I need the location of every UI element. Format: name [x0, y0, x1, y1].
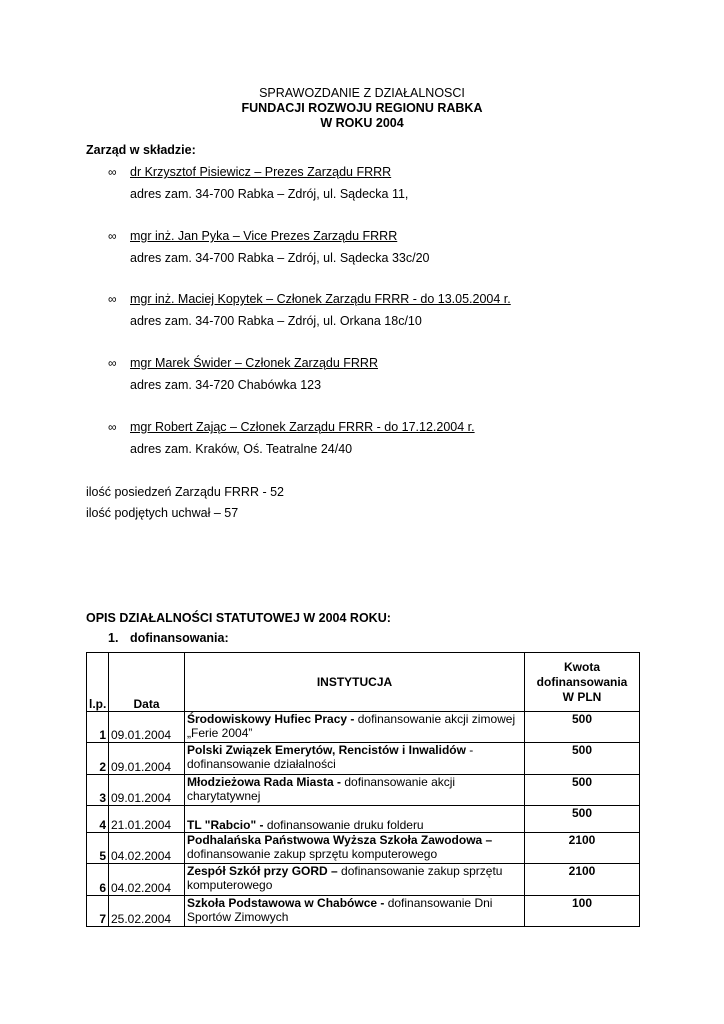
table-row: [87, 806, 640, 833]
member-address: adres zam. 34-700 Rabka – Zdrój, ul. Sądecka 33c/20: [130, 251, 430, 265]
row-amount: 500: [525, 806, 640, 833]
header-amount-line2: dofinansowania: [536, 674, 628, 689]
member-name: mgr Marek Świder – Członek Zarządu FRRR: [130, 356, 378, 370]
table-row: [87, 833, 640, 864]
row-amount: 2100: [525, 833, 640, 864]
table-row: [87, 864, 640, 896]
header-amount: [525, 653, 640, 712]
infinity-bullet-icon: ∞: [108, 292, 117, 306]
row-amount: 500: [525, 743, 640, 775]
infinity-bullet-icon: ∞: [108, 420, 117, 434]
row-institution: [185, 833, 525, 864]
member-address: adres zam. 34-700 Rabka – Zdrój, ul. Orkana 18c/10: [130, 314, 422, 328]
resolutions-count: ilość podjętych uchwał – 57: [86, 506, 239, 520]
board-heading: Zarząd w składzie:: [86, 143, 196, 157]
row-date: 21.01.2004: [109, 806, 185, 833]
funding-purpose: dofinansowanie zakup sprzętu komputerowego: [187, 864, 503, 892]
member-name: dr Krzysztof Pisiewicz – Prezes Zarządu FRRR: [130, 165, 392, 179]
row-date: 04.02.2004: [109, 833, 185, 864]
institution-name: TL "Rabcio" -: [187, 818, 264, 832]
institution-name: Szkoła Podstawowa w Chabówce -: [187, 896, 385, 910]
row-lp: 7: [87, 896, 109, 927]
row-amount: 500: [525, 712, 640, 743]
funding-table: [86, 652, 640, 927]
row-date: 09.01.2004: [109, 712, 185, 743]
row-date: 09.01.2004: [109, 743, 185, 775]
header-institution: INSTYTUCJA: [185, 653, 525, 712]
row-institution: [185, 743, 525, 775]
funding-purpose: dofinansowanie akcji charytatywnej: [187, 775, 456, 803]
member-address: adres zam. 34-720 Chabówka 123: [130, 378, 322, 392]
row-lp: 3: [87, 775, 109, 806]
institution-name: Młodzieżowa Rada Miasta -: [187, 775, 342, 789]
row-amount: 100: [525, 896, 640, 927]
header-amount-line1: Kwota: [564, 659, 600, 674]
table-header-row: [87, 653, 640, 712]
row-institution: [185, 775, 525, 806]
header-lp: l.p.: [87, 653, 109, 712]
row-lp: 5: [87, 833, 109, 864]
header-amount-line3: W PLN: [562, 689, 602, 704]
report-title-line3: W ROKU 2004: [320, 116, 404, 130]
subsection-number: 1.: [108, 631, 119, 645]
subsection-title: [108, 631, 229, 645]
activities-heading: OPIS DZIAŁALNOŚCI STATUTOWEJ W 2004 ROKU:: [86, 611, 391, 625]
report-title-line2: FUNDACJI ROZWOJU REGIONU RABKA: [241, 101, 483, 115]
funding-purpose: dofinansowanie akcji zimowej „Ferie 2004”: [187, 712, 516, 740]
row-lp: 1: [87, 712, 109, 743]
table-row: [87, 743, 640, 775]
subsection-label: dofinansowania:: [130, 631, 229, 645]
header-date: Data: [109, 653, 185, 712]
member-address: adres zam. 34-700 Rabka – Zdrój, ul. Sądecka 11,: [130, 187, 409, 201]
funding-purpose: - dofinansowanie działalności: [187, 743, 474, 771]
row-lp: 2: [87, 743, 109, 775]
row-amount: 2100: [525, 864, 640, 896]
institution-name: Polski Związek Emerytów, Rencistów i Inwalidów: [187, 743, 466, 757]
row-amount: 500: [525, 775, 640, 806]
report-title-line1: SPRAWOZDANIE Z DZIAŁALNOSCI: [259, 86, 465, 100]
institution-name: Środowiskowy Hufiec Pracy -: [187, 712, 355, 726]
row-date: 25.02.2004: [109, 896, 185, 927]
table-row: [87, 775, 640, 806]
member-name: mgr Robert Zając – Członek Zarządu FRRR - do 17.12.2004 r.: [130, 420, 475, 434]
row-lp: 6: [87, 864, 109, 896]
funding-purpose: dofinansowanie zakup sprzętu komputerowego: [187, 847, 438, 861]
row-date: 04.02.2004: [109, 864, 185, 896]
member-name: mgr inż. Jan Pyka – Vice Prezes Zarządu FRRR: [130, 229, 398, 243]
infinity-bullet-icon: ∞: [108, 229, 117, 243]
infinity-bullet-icon: ∞: [108, 165, 117, 179]
row-institution: [185, 806, 525, 833]
meetings-count: ilość posiedzeń Zarządu FRRR - 52: [86, 485, 284, 499]
funding-purpose: dofinansowanie druku folderu: [263, 818, 424, 832]
row-date: 09.01.2004: [109, 775, 185, 806]
member-name: mgr inż. Maciej Kopytek – Członek Zarządu FRRR - do 13.05.2004 r.: [130, 292, 511, 306]
row-institution: [185, 896, 525, 927]
member-address: adres zam. Kraków, Oś. Teatralne 24/40: [130, 442, 353, 456]
institution-name: Podhalańska Państwowa Wyższa Szkoła Zawodowa –: [187, 833, 493, 847]
institution-name: Zespół Szkół przy GORD –: [187, 864, 338, 878]
funding-purpose: dofinansowanie Dni Sportów Zimowych: [187, 896, 493, 924]
table-row: [87, 896, 640, 927]
table-row: [87, 712, 640, 743]
row-institution: [185, 712, 525, 743]
infinity-bullet-icon: ∞: [108, 356, 117, 370]
row-lp: 4: [87, 806, 109, 833]
row-institution: [185, 864, 525, 896]
